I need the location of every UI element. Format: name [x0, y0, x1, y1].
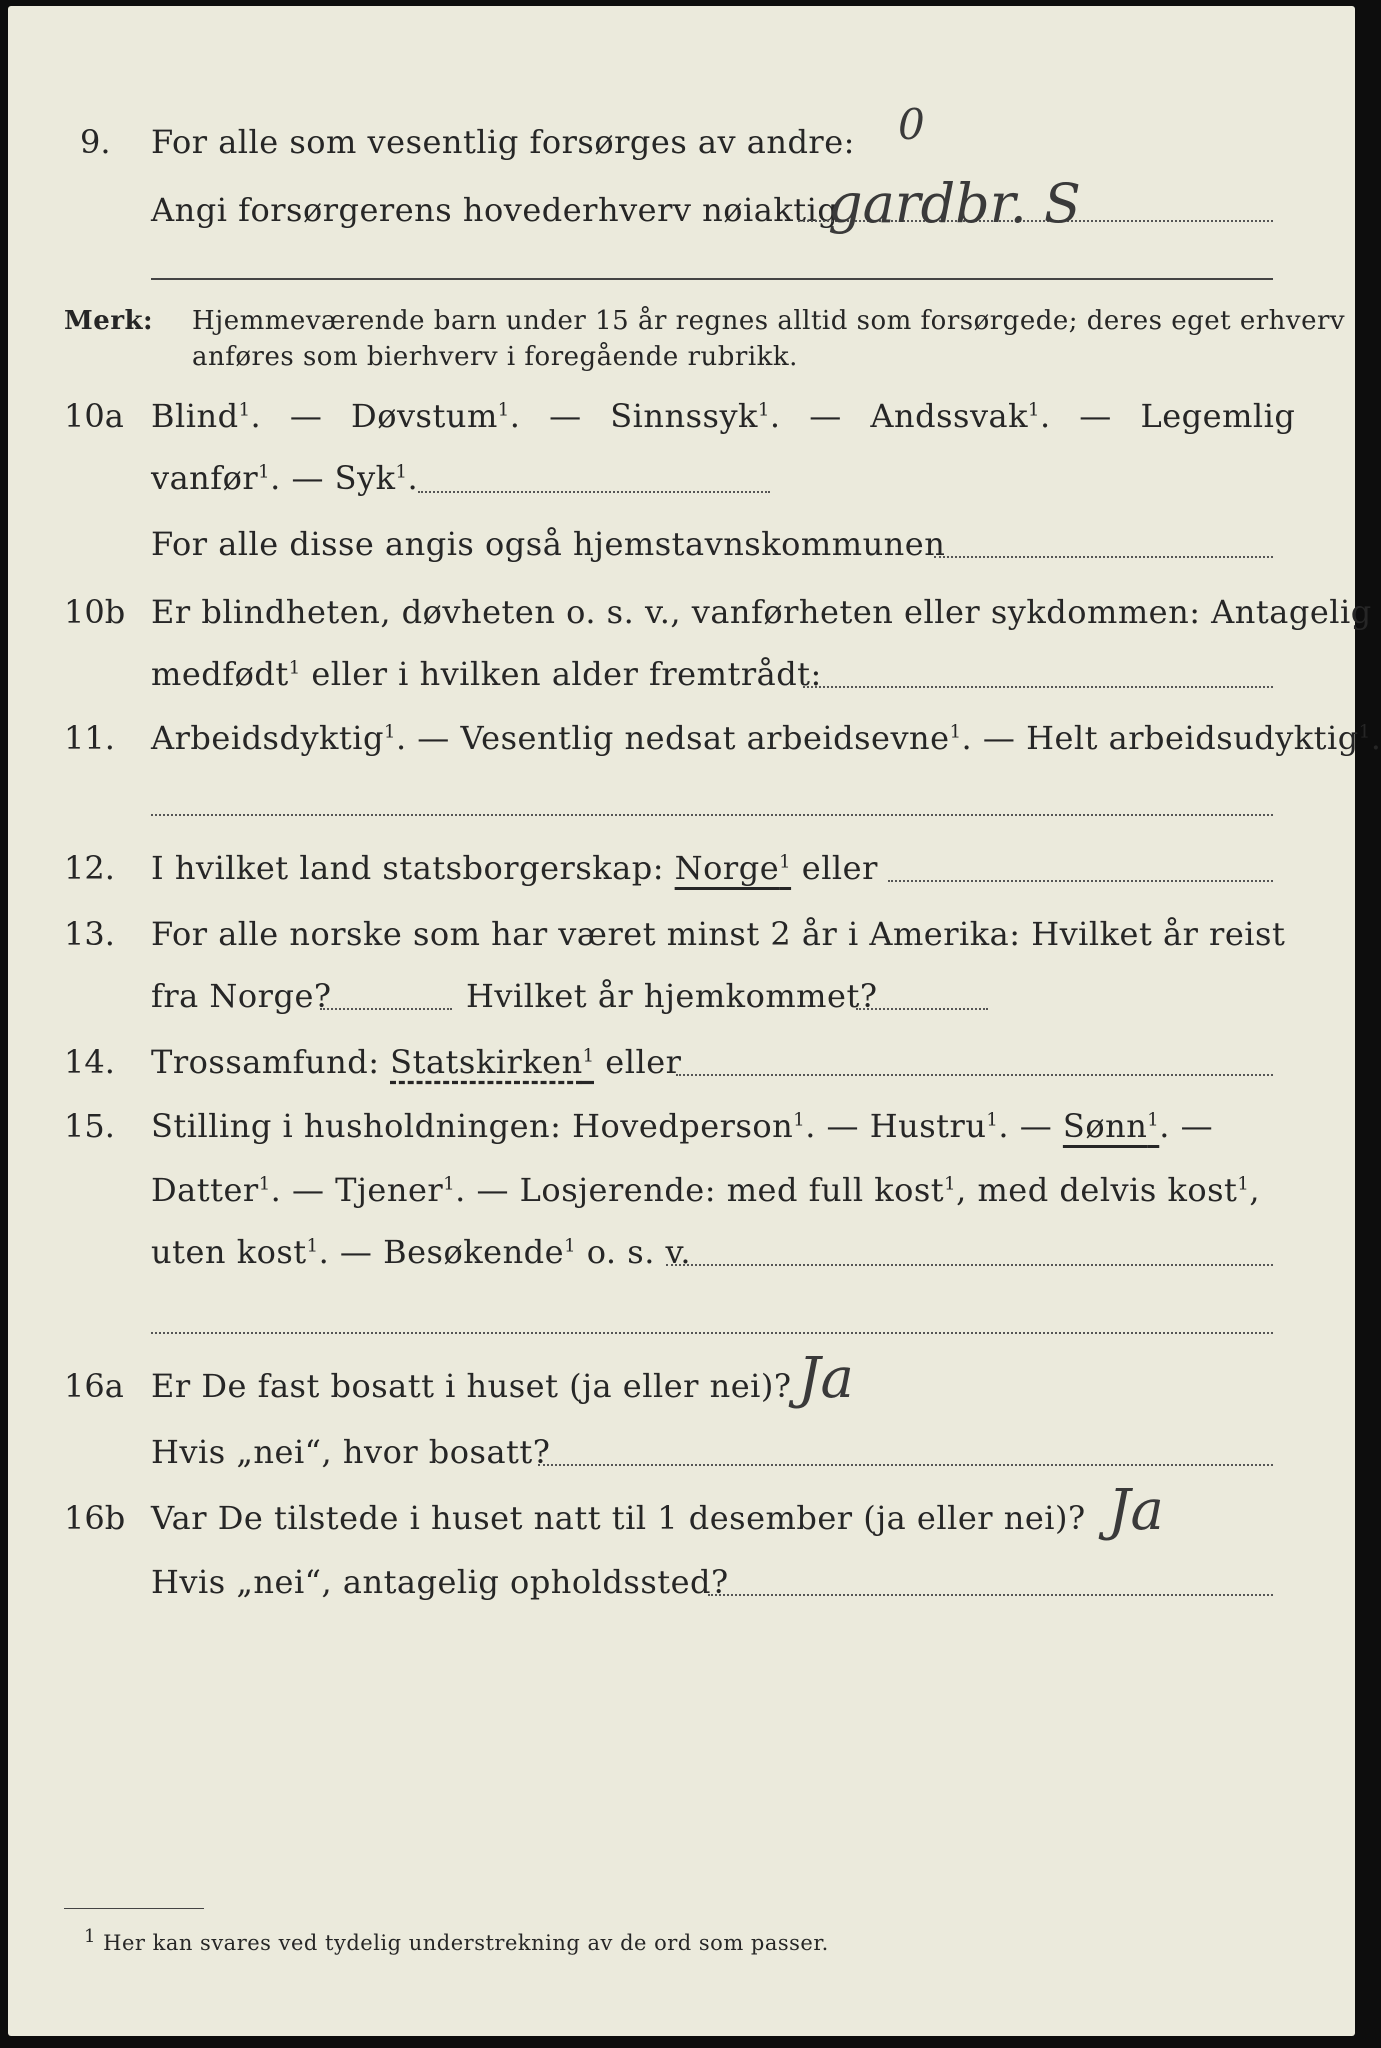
q15-line1: Stilling i husholdningen: Hovedperson$^1$. — Hustru$^1$. — Sønn$^1$. — — [151, 1107, 1214, 1145]
q15-delvis-sup: 1 — [1237, 1173, 1250, 1195]
q16b-number: 16b — [64, 1499, 126, 1537]
q12-norge-text: Norge — [674, 849, 780, 887]
merk-line1: Hjemmeværende barn under 15 år regnes alltid som forsørgede; deres eget erhverv — [192, 306, 1346, 336]
q15-delvis: , med delvis kost — [956, 1171, 1238, 1209]
q15-utenkost: uten kost — [151, 1233, 307, 1271]
q15-answer-line — [666, 1264, 1273, 1266]
q10a-sinnssyk-sup: 1 — [757, 399, 770, 421]
q13-number: 13. — [64, 915, 115, 953]
q9-line1: For alle som vesentlig forsørges av andre: — [151, 123, 855, 161]
q10b-medfodt-sup: 1 — [288, 657, 301, 679]
census-form-page — [8, 6, 1381, 2036]
q11-udyktig: — Helt arbeidsudyktig — [982, 719, 1359, 757]
q10b-rest: eller i hvilken alder fremtrådt: — [311, 655, 822, 693]
q10a-vanfor: vanfør — [151, 459, 259, 497]
q15-line3: uten kost$^1$. — Besøkende$^1$ o. s. v. — [151, 1233, 691, 1271]
q10a-line3: For alle disse angis også hjemstavnskommunen — [151, 525, 946, 563]
q10a-andssvak-sup: 1 — [1028, 399, 1040, 421]
q10a-number: 10a — [64, 397, 124, 435]
q14-number: 14. — [64, 1043, 115, 1081]
q9-line2: Angi forsørgerens hovederhverv nøiaktig — [151, 191, 839, 229]
footnote — [84, 1926, 829, 1956]
q16a-answer-line — [538, 1464, 1273, 1466]
q14-statskirken — [390, 1043, 594, 1081]
q10a-blind-sup: 1 — [238, 399, 251, 421]
q10a-andssvak: — Andssvak — [809, 397, 1028, 435]
q13-line2b: Hvilket år hjemkommet? — [466, 977, 878, 1015]
q13-line2a: fra Norge? — [151, 977, 332, 1015]
q14-answer-line — [676, 1074, 1273, 1076]
q11-arbeidsdyktig: Arbeidsdyktig — [151, 719, 384, 757]
q14-statskirken-sup: 1 — [582, 1045, 595, 1067]
q16a-line1: Er De fast bosatt i huset (ja eller nei)? — [151, 1367, 792, 1405]
q15-tjener-sup: 1 — [443, 1173, 456, 1195]
q11-udyktig-sup: 1 — [1358, 721, 1371, 743]
q12-text: I hvilket land statsborgerskap: — [151, 849, 664, 887]
q15-hustru: — Hustru — [826, 1107, 987, 1145]
q10a-syk-sup: 1 — [395, 461, 408, 483]
q15-osv: o. s. v. — [586, 1233, 691, 1271]
q10b-medfodt: medfødt — [151, 655, 289, 693]
q12-norge-sup: 1 — [779, 851, 792, 873]
q16b-line1: Var De tilstede i huset natt til 1 desember (ja eller nei)? — [151, 1499, 1086, 1537]
q15-fullkost-sup: 1 — [944, 1173, 957, 1195]
merk-label: Merk: — [64, 306, 154, 336]
q15-datter-sup: 1 — [258, 1173, 271, 1195]
q15-utenkost-sup: 1 — [306, 1235, 319, 1257]
q15-hovedperson-sup: 1 — [793, 1109, 806, 1131]
q10a-blind: Blind — [151, 397, 239, 435]
q15-sonn-sup: 1 — [1147, 1109, 1160, 1131]
q15-sonn-text: Sønn — [1062, 1107, 1148, 1145]
q11-number: 11. — [64, 719, 115, 757]
footnote-rule — [64, 1908, 204, 1909]
q15-extra-line — [151, 1332, 1273, 1334]
q13-hjemkommet-answer-line — [856, 1008, 988, 1010]
q11-nedsat: — Vesentlig nedsat arbeidsevne — [417, 719, 950, 757]
q16a-line2: Hvis „nei“, hvor bosatt? — [151, 1433, 551, 1471]
q16a-handwritten-answer: Ja — [798, 1346, 854, 1411]
q15-hustru-sup: 1 — [986, 1109, 999, 1131]
footnote-text: Her kan svares ved tydelig understrekning av de ord som passer. — [103, 1931, 829, 1955]
q11-line: Arbeidsdyktig$^1$. — Vesentlig nedsat arbeidsevne$^1$. — Helt arbeidsudyktig$^1$. — [151, 719, 1381, 757]
q9-number: 9. — [80, 123, 111, 161]
q15-number: 15. — [64, 1107, 115, 1145]
q10a-line2: vanfør$^1$. — Syk$^1$. — [151, 459, 419, 497]
q15-losjerende: — Losjerende: med full kost — [476, 1171, 945, 1209]
q10b-answer-line — [803, 686, 1273, 688]
q10a-sinnssyk: — Sinnssyk — [549, 397, 758, 435]
q15-tjener: — Tjener — [291, 1171, 444, 1209]
q15-besokende-sup: 1 — [564, 1235, 577, 1257]
q10a-hjemstavn-answer-line — [934, 556, 1273, 558]
q10a-syk: — Syk — [291, 459, 396, 497]
q10a-legemlig: — Legemlig — [1079, 397, 1296, 435]
merk-line2: anføres som bierhverv i foregående rubrikk. — [192, 342, 798, 372]
q11-answer-line — [151, 814, 1273, 816]
q16a-number: 16a — [64, 1367, 124, 1405]
q12-norge — [675, 849, 791, 887]
q15-datter: Datter — [151, 1171, 259, 1209]
q9-rule — [151, 278, 1273, 280]
q15-sonn — [1063, 1107, 1159, 1145]
q14-text: Trossamfund: — [151, 1043, 380, 1081]
q15-besokende: — Besøkende — [339, 1233, 565, 1271]
q13-reist-answer-line — [320, 1008, 452, 1010]
q10a-syk-answer-line — [418, 491, 770, 493]
q10b-line1: Er blindheten, døvheten o. s. v., vanførheten eller sykdommen: Antagelig — [151, 593, 1372, 631]
q12-number: 12. — [64, 849, 115, 887]
q14-statskirken-text: Statskirken — [390, 1043, 583, 1081]
q10a-vanfor-sup: 1 — [258, 461, 271, 483]
q12-line — [151, 848, 878, 888]
q14-line — [151, 1042, 681, 1082]
q13-line1: For alle norske som har været minst 2 år i Amerika: Hvilket år reist — [151, 915, 1286, 953]
footnote-mark: 1 — [84, 1926, 96, 1947]
q16b-line2: Hvis „nei“, antagelig opholdssted? — [151, 1563, 729, 1601]
q14-eller: eller — [605, 1043, 682, 1081]
q15-dash: — — [1180, 1107, 1214, 1145]
q10a-dovstum-sup: 1 — [497, 399, 510, 421]
q9-handwritten-answer: gardbr. S — [828, 172, 1081, 235]
q11-nedsat-sup: 1 — [949, 721, 962, 743]
q10b-number: 10b — [64, 593, 126, 631]
q15-hovedperson: Stilling i husholdningen: Hovedperson — [151, 1107, 794, 1145]
q11-arbeidsdyktig-sup: 1 — [384, 721, 396, 743]
q16b-answer-line — [708, 1594, 1273, 1596]
q12-answer-line — [888, 880, 1273, 882]
q15-line2: Datter$^1$. — Tjener$^1$. — Losjerende: med full kost$^1$, med delvis kost$^1$, — [151, 1171, 1261, 1209]
q12-eller: eller — [801, 849, 878, 887]
q16b-handwritten-answer: Ja — [1108, 1478, 1164, 1543]
q10b-line2 — [151, 654, 822, 694]
q9-handwritten-zero: 0 — [898, 100, 925, 149]
q10a-dovstum: — Døvstum — [289, 397, 498, 435]
q10a-line1: Blind$^1$. — Døvstum$^1$. — Sinnssyk$^1$. — Andssvak$^1$. — Legemlig — [151, 397, 1296, 435]
